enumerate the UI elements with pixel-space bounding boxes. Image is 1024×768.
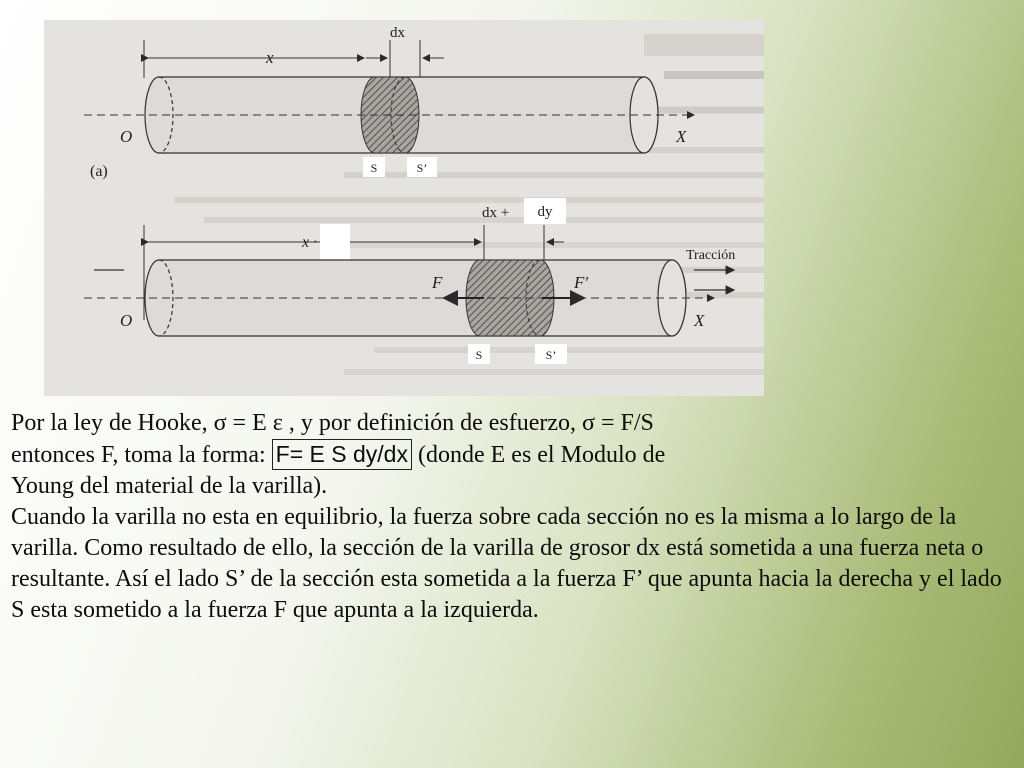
formula-explanation: (donde E es el Modulo de <box>411 442 666 468</box>
svg-text:dy: dy <box>537 204 553 220</box>
origin-label-a: O <box>120 127 133 146</box>
explanation-text <box>11 408 1016 626</box>
formula-line <box>11 439 1016 471</box>
dx-plus-label: dx + <box>482 205 510 221</box>
young-line: Young del material de la varilla). <box>11 473 328 499</box>
x-axis-label-a: X <box>676 127 687 146</box>
dx-label-a: dx <box>390 25 405 41</box>
hooke-line: Por la ley de Hooke, σ = E ε , y por definición de esfuerzo, σ = F/S <box>11 410 654 436</box>
blank-tag <box>320 224 350 260</box>
origin-label-b: O <box>120 311 133 330</box>
svg-text:S’: S’ <box>545 348 557 362</box>
svg-text:S: S <box>475 348 483 362</box>
traction-label: Tracción <box>686 248 736 263</box>
svg-text:S’: S’ <box>416 161 428 175</box>
rod-diagram-figure <box>44 20 764 396</box>
equilibrium-paragraph: Cuando la varilla no esta en equilibrio, la fuerza sobre cada sección no es la misma a lo largo de la varilla. Como resultado de ello, la sección de la varilla de grosor dx está sometida a una fuerza neta o resultante. Así el lado S’ de la sección esta sometida a la fuerza F’ que apunta hacia la derecha y el lado S esta sometido a la fuerza F que apunta a la izquierda. <box>11 504 1002 623</box>
rod-diagram <box>44 20 764 396</box>
force-f-prime-label: F′ <box>574 273 589 292</box>
force-f-label: F <box>432 273 443 292</box>
panel-a <box>84 25 694 180</box>
panel-a-label: (a) <box>90 163 108 180</box>
x-axis-label-b: X <box>694 311 705 330</box>
svg-text:S: S <box>370 161 378 175</box>
formula-intro: entonces F, toma la forma: <box>11 442 272 468</box>
x-length-label: x <box>266 48 274 67</box>
formula-box: F= E S dy/dx <box>272 439 412 470</box>
x-dash-label: x · <box>302 234 318 251</box>
